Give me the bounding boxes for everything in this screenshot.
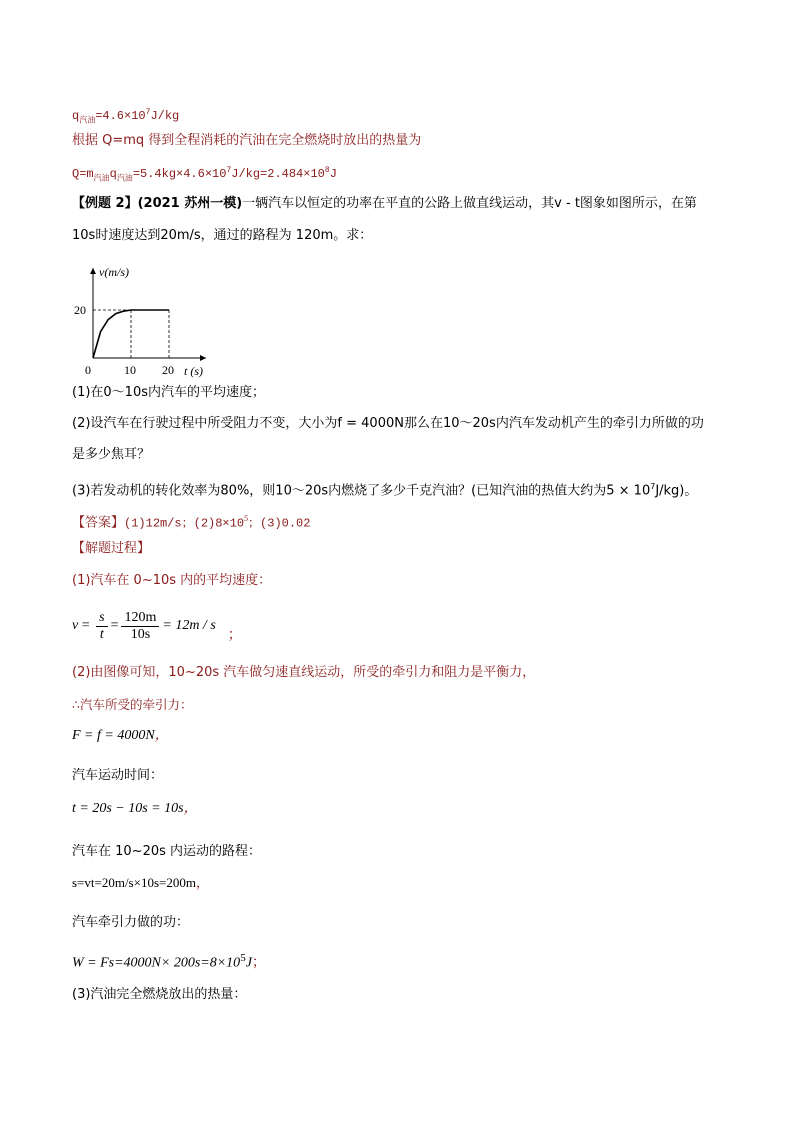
question-1: (1)在0～10s内汽车的平均速度； xyxy=(72,385,266,400)
example-line-2: 10s时速度达到20m/s，通过的路程为 120m。求： xyxy=(72,228,373,243)
formula-intro-line: 根据 Q=mq 得到全程消耗的汽油在完全燃烧时放出的热量为 xyxy=(72,133,422,148)
equation-average-speed: v = $\frac{s}{t}$ = $\frac{120m}{10s}$ = 12m / s ； xyxy=(72,609,242,643)
question-2-line-2: 是多少焦耳？ xyxy=(72,447,151,462)
y-axis-label: v(m/s) xyxy=(99,265,129,279)
question-3: (3)若发动机的转化效率为80%，则10～20s内燃烧了多少千克汽油？(已知汽油的热值大约为$5 \times 10^7J/kg$)。 xyxy=(72,482,698,499)
equation-force: F = f = 4000N， xyxy=(72,728,169,743)
step-4-text: 汽车运动时间： xyxy=(72,768,164,783)
answer-label: 【答案】 xyxy=(72,515,125,531)
x-tick-label: 20 xyxy=(162,363,174,377)
equation-time: t = 20s − 10s = 10s， xyxy=(72,801,198,816)
heat-result-line: $Q=m_{汽油}q_{汽油}=5.4kg\times 4.6\times 10^7J/kg=2.484\times 10^8J$ xyxy=(72,166,337,184)
x-tick-label: 10 xyxy=(124,363,136,377)
equation-work: $W = Fs=4000N\times 200s=8\times 10^5J$； xyxy=(72,952,266,971)
step-2-text: (2)由图像可知，10~20s 汽车做匀速直线运动，所受的牵引力和阻力是平衡力， xyxy=(72,665,536,680)
example-tag: 【例题 2】 xyxy=(72,196,138,211)
step-3-text: ∴汽车所受的牵引力： xyxy=(72,697,193,712)
example-source: (2021 苏州一模) xyxy=(137,196,243,211)
step-6-text: 汽车牵引力做的功： xyxy=(72,915,190,930)
vt-chart xyxy=(72,262,212,380)
question-2-line-1: (2)设汽车在行驶过程中所受阻力不变，大小为f = 4000N那么在10～20s内汽车发动机产生的牵引力所做的功 xyxy=(72,416,704,431)
answer-line: 【答案】(1)12m/s；$(2)8\times 10^5$；(3)0.02 xyxy=(72,514,311,531)
example-line-1: 【例题 2】(2021 苏州一模)一辆汽车以恒定的功率在平直的公路上做直线运动，其v - t图象如图所示，在第 xyxy=(72,196,697,211)
step-1-text: (1)汽车在 0~10s 内的平均速度： xyxy=(72,573,272,588)
step-5-text: 汽车在 10~20s 内运动的路程： xyxy=(72,844,262,859)
solution-label: 【解题过程】 xyxy=(72,541,151,556)
y-tick-label: 20 xyxy=(74,303,86,317)
equation-distance: s=vt=20m/s×10s=200m， xyxy=(72,875,209,890)
x-axis-label: t (s) xyxy=(184,364,203,378)
heat-value-line: $q_{汽油}=4.6\times 10^7J/kg$ xyxy=(72,108,180,126)
x-tick-label: 0 xyxy=(85,363,91,377)
step-7-text: (3)汽油完全燃烧放出的热量： xyxy=(72,987,247,1002)
